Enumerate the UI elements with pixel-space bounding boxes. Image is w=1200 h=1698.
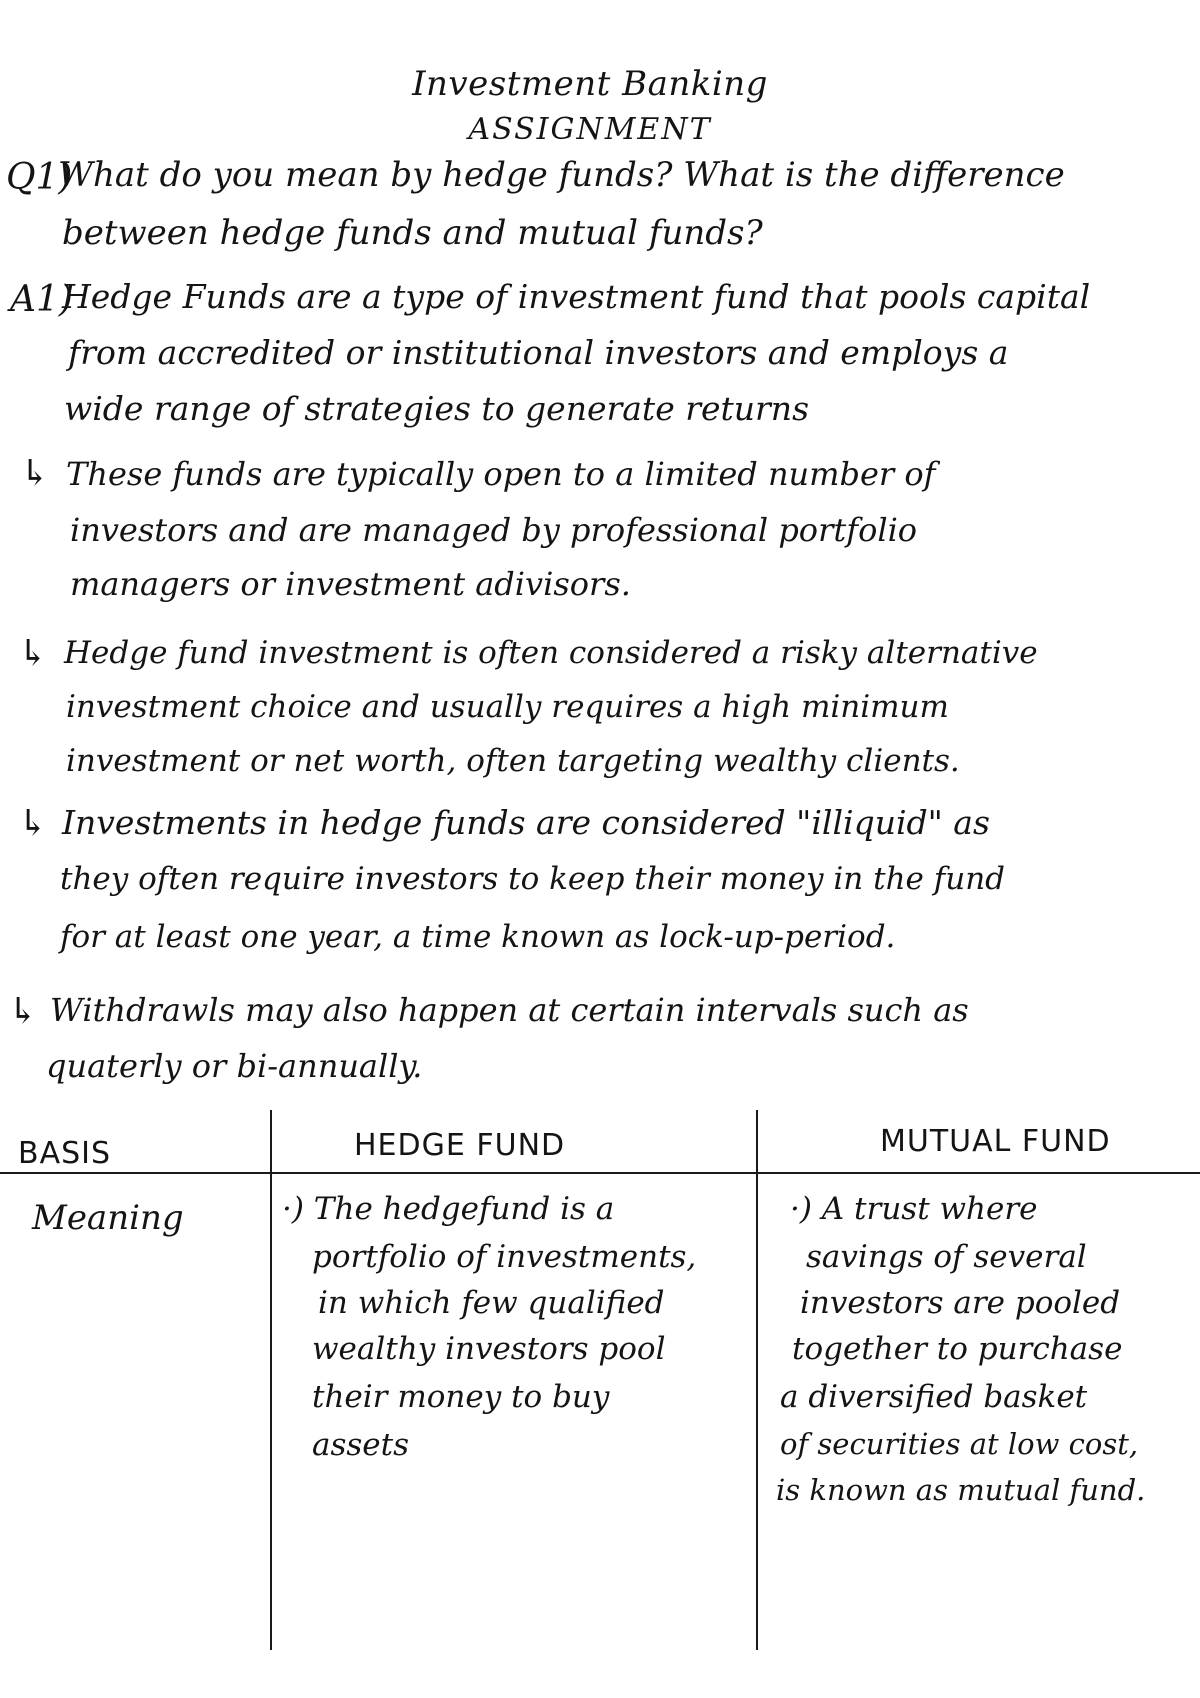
arrow-bullet-icon: ↳ [18, 633, 49, 674]
table-header-rule [0, 1172, 1200, 1174]
question-marker: Q1) [6, 157, 73, 198]
cell-line: ·) The hedgefund is a [282, 1191, 615, 1227]
cell-line: a diversified basket [780, 1379, 1088, 1415]
point-line: Investments in hedge funds are considered "illiquid" as [62, 803, 990, 842]
point-line: Hedge fund investment is often considered a risky alternative [64, 635, 1038, 671]
answer-line: from accredited or institutional investors and employs a [68, 333, 1009, 372]
cell-line: their money to buy [312, 1379, 610, 1415]
point-line: Withdrawls may also happen at certain intervals such as [50, 991, 969, 1029]
cell-line: portfolio of investments, [312, 1239, 697, 1275]
cell-line: together to purchase [792, 1331, 1123, 1367]
table-cell-basis: Meaning [32, 1198, 184, 1238]
arrow-bullet-icon: ↳ [8, 991, 39, 1032]
point-line: managers or investment adivisors. [70, 565, 631, 603]
cell-line: savings of several [806, 1239, 1087, 1275]
point-line: they often require investors to keep their money in the fund [60, 861, 1006, 897]
answer-line: Hedge Funds are a type of investment fund that pools capital [62, 277, 1091, 316]
point-line: for at least one year, a time known as lock-up-period. [60, 919, 896, 955]
cell-line: ·) A trust where [790, 1191, 1038, 1227]
cell-line: assets [312, 1427, 410, 1463]
cell-line: of securities at low cost, [780, 1427, 1139, 1461]
table-divider [756, 1110, 758, 1650]
point-line: investment or net worth, often targeting wealthy clients. [66, 743, 960, 779]
table-header-mutual-fund: MUTUAL FUND [880, 1124, 1111, 1159]
point-line: quaterly or bi-annually. [46, 1047, 423, 1085]
point-line: investors and are managed by professional portfolio [70, 511, 918, 549]
page-subtitle: ASSIGNMENT [468, 112, 712, 147]
question-line: What do you mean by hedge funds? What is the difference [58, 155, 1065, 195]
page-title: Investment Banking [412, 64, 768, 104]
cell-line: is known as mutual fund. [776, 1473, 1146, 1507]
answer-line: wide range of strategies to generate returns [64, 389, 809, 428]
question-line: between hedge funds and mutual funds? [62, 213, 763, 253]
point-line: investment choice and usually requires a high minimum [66, 689, 949, 725]
arrow-bullet-icon: ↳ [18, 803, 49, 844]
cell-line: investors are pooled [800, 1285, 1121, 1321]
cell-line: in which few qualified [318, 1285, 665, 1321]
table-header-hedge-fund: HEDGE FUND [354, 1128, 566, 1163]
table-header-basis: BASIS [18, 1136, 112, 1171]
point-line: These funds are typically open to a limited number of [66, 455, 936, 493]
table-divider [270, 1110, 272, 1650]
arrow-bullet-icon: ↳ [20, 453, 51, 494]
answer-marker: A1) [10, 279, 73, 320]
cell-line: wealthy investors pool [312, 1331, 666, 1367]
